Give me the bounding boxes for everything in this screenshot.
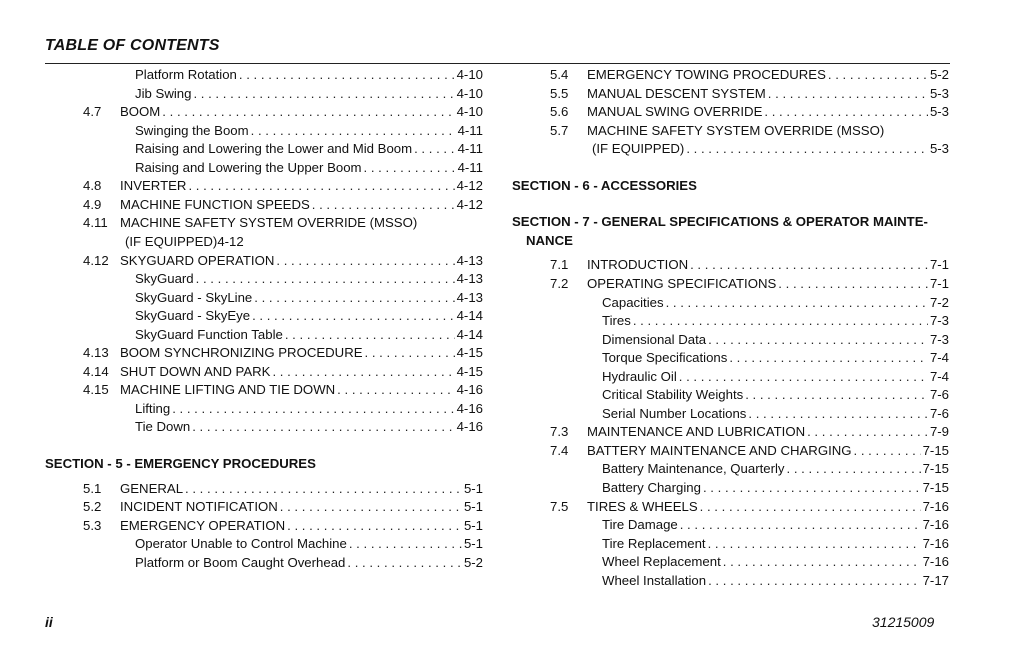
toc-entry-page: 4-12 [456, 196, 483, 212]
toc-entry-number: 4.13 [83, 345, 109, 361]
toc-entry-title: Swinging the Boom [135, 122, 249, 138]
toc-entry[interactable] [135, 400, 483, 418]
toc-entry-page: 7-4 [929, 350, 949, 366]
toc-leader-dots [807, 423, 928, 441]
toc-entry[interactable] [602, 368, 949, 386]
toc-leader-dots [349, 535, 462, 553]
toc-leader-dots [252, 307, 455, 325]
toc-entry[interactable] [135, 140, 483, 158]
section-heading: NANCE [526, 232, 573, 248]
toc-entry[interactable] [550, 103, 949, 121]
section-heading: SECTION - 7 - GENERAL SPECIFICATIONS & OPERATOR MAINTE- [512, 214, 928, 230]
toc-entry-number: 7.2 [550, 275, 569, 291]
toc-entry[interactable] [602, 516, 949, 534]
toc-entry[interactable] [550, 498, 949, 516]
toc-entry[interactable] [602, 294, 949, 312]
toc-entry-title: MANUAL DESCENT SYSTEM [587, 85, 766, 101]
toc-leader-dots [729, 349, 928, 367]
toc-entry-title: MACHINE LIFTING AND TIE DOWN [120, 382, 336, 398]
toc-entry-page: 4-16 [456, 400, 483, 416]
toc-entry-page: 4-13 [456, 252, 483, 268]
toc-entry[interactable] [550, 122, 949, 140]
toc-entry-page: 5-1 [463, 517, 483, 533]
toc-entry-number: 7.3 [550, 424, 569, 440]
toc-entry-title: Jib Swing [135, 85, 192, 101]
toc-entry-title: Tires [602, 313, 631, 329]
toc-entry[interactable] [550, 85, 949, 103]
footer-page-number: ii [45, 614, 53, 630]
toc-entry-title: Platform or Boom Caught Overhead [135, 554, 346, 570]
toc-entry-title: Hydraulic Oil [602, 368, 677, 384]
toc-entry-page: 7-16 [922, 554, 949, 570]
toc-entry[interactable] [83, 363, 483, 381]
toc-entry-title: Tire Damage [602, 517, 678, 533]
toc-leader-dots [700, 498, 921, 516]
toc-entry[interactable] [83, 498, 483, 516]
toc-entry[interactable] [135, 270, 483, 288]
toc-entry-title: INTRODUCTION [587, 257, 689, 273]
toc-leader-dots [745, 386, 928, 404]
toc-entry-page: 4-11 [457, 159, 483, 175]
toc-entry[interactable] [602, 460, 949, 478]
toc-entry-title: Lifting [135, 400, 171, 416]
toc-entry[interactable] [135, 159, 483, 177]
toc-entry-title: Battery Maintenance, Quarterly [602, 461, 785, 477]
toc-entry-page: 7-16 [922, 498, 949, 514]
toc-entry[interactable] [602, 331, 949, 349]
toc-entry-title: GENERAL [120, 480, 184, 496]
toc-leader-dots [347, 554, 462, 572]
toc-entry-title: Critical Stability Weights [602, 387, 744, 403]
toc-entry[interactable] [135, 122, 483, 140]
toc-entry-title: Raising and Lowering the Upper Boom [135, 159, 362, 175]
toc-entry-page: 5-2 [929, 67, 949, 82]
toc-entry[interactable] [83, 103, 483, 121]
toc-leader-dots [287, 517, 462, 535]
toc-leader-dots [764, 103, 928, 121]
toc-leader-dots [854, 442, 921, 460]
toc-entry-title: Wheel Installation [602, 572, 707, 588]
toc-entry-title: SHUT DOWN AND PARK [120, 363, 271, 379]
toc-entry[interactable] [83, 177, 483, 195]
toc-entry-page: 5-3 [929, 104, 949, 120]
toc-leader-dots [414, 140, 455, 158]
toc-entry-number: 4.11 [83, 215, 108, 231]
toc-entry-title: BOOM [120, 104, 161, 120]
toc-entry-number: 7.4 [550, 442, 569, 458]
toc-leader-dots [748, 405, 928, 423]
toc-leader-dots [188, 177, 454, 195]
toc-entry-title: INVERTER [120, 178, 187, 194]
toc-leader-dots [192, 418, 454, 436]
toc-entry[interactable] [602, 312, 949, 330]
toc-entry-number: 5.4 [550, 67, 569, 82]
toc-leader-dots [679, 368, 928, 386]
toc-entry-number: 5.3 [83, 517, 102, 533]
toc-entry-page: 7-15 [922, 442, 949, 458]
header-divider [45, 63, 950, 64]
toc-entry-page: 4-16 [456, 419, 483, 435]
toc-entry[interactable] [602, 405, 949, 423]
toc-leader-dots [276, 252, 454, 270]
toc-leader-dots [703, 479, 921, 497]
toc-entry-title: Raising and Lowering the Lower and Mid Boom [135, 141, 413, 157]
toc-entry-number: 4.12 [83, 252, 109, 268]
toc-leader-dots [285, 326, 455, 344]
toc-entry[interactable] [135, 535, 483, 553]
toc-entry-number: 5.2 [83, 499, 102, 515]
toc-entry-page: 7-4 [929, 368, 949, 384]
toc-entry-title: Torque Specifications [602, 350, 728, 366]
toc-entry-title: MANUAL SWING OVERRIDE [587, 104, 763, 120]
toc-leader-dots [686, 140, 928, 158]
toc-leader-dots [708, 331, 928, 349]
toc-entry-page: 7-16 [922, 535, 949, 551]
toc-leader-dots [365, 344, 455, 362]
toc-entry[interactable] [550, 66, 949, 84]
toc-entry-title: MAINTENANCE AND LUBRICATION [587, 424, 806, 440]
toc-entry-number: 7.5 [550, 498, 569, 514]
toc-leader-dots [280, 498, 462, 516]
toc-entry-title: Tire Replacement [602, 535, 706, 551]
toc-leader-dots [239, 66, 455, 84]
toc-entry[interactable] [83, 344, 483, 362]
toc-entry-page: 4-10 [456, 67, 483, 82]
toc-entry-page: 4-15 [456, 345, 483, 361]
toc-entry-title: Capacities [602, 294, 664, 310]
toc-leader-dots [708, 535, 921, 553]
toc-entry-page: 4-11 [457, 122, 483, 138]
toc-leader-dots [778, 275, 928, 293]
toc-entry-page: 4-10 [456, 85, 483, 101]
toc-entry-title: Serial Number Locations [602, 405, 747, 421]
toc-entry-title: MACHINE SAFETY SYSTEM OVERRIDE (MSSO) [120, 215, 418, 231]
toc-entry-page: 5-1 [463, 536, 483, 552]
toc-leader-dots [633, 312, 928, 330]
toc-entry[interactable] [550, 256, 949, 274]
toc-entry[interactable] [135, 66, 483, 84]
toc-entry[interactable] [135, 289, 483, 307]
toc-entry-title: INCIDENT NOTIFICATION [120, 499, 278, 515]
toc-entry-number: 4.15 [83, 382, 109, 398]
toc-entry-page: 4-13 [456, 289, 483, 305]
toc-entry-number: 4.8 [83, 178, 102, 194]
toc-entry-title: Operator Unable to Control Machine [135, 536, 347, 552]
toc-entry-title: Dimensional Data [602, 331, 707, 347]
toc-entry-title: (IF EQUIPPED)4-12 [125, 233, 244, 249]
section-heading: SECTION - 5 - EMERGENCY PROCEDURES [45, 456, 316, 471]
toc-entry-title: MACHINE SAFETY SYSTEM OVERRIDE (MSSO) [587, 122, 885, 138]
toc-leader-dots [193, 85, 454, 103]
toc-entry-title: SkyGuard Function Table [135, 326, 283, 342]
section-heading: SECTION - 6 - ACCESSORIES [512, 177, 697, 193]
toc-entry-title: SKYGUARD OPERATION [120, 252, 275, 268]
toc-entry[interactable] [135, 85, 483, 103]
toc-entry-title: Battery Charging [602, 480, 701, 495]
toc-leader-dots [185, 480, 462, 498]
toc-entry-page: 4-14 [456, 326, 483, 342]
toc-entry-number: 5.1 [83, 480, 102, 496]
toc-leader-dots [312, 196, 455, 214]
toc-entry-title: Platform Rotation [135, 67, 237, 82]
toc-entry-number: 5.6 [550, 104, 569, 120]
toc-leader-dots [828, 66, 928, 84]
toc-entry[interactable] [135, 418, 483, 436]
toc-entry-title: TIRES & WHEELS [587, 498, 698, 514]
footer-doc-number: 31215009 [872, 614, 935, 630]
toc-entry[interactable] [83, 214, 483, 232]
toc-entry[interactable] [550, 442, 949, 460]
toc-leader-dots [251, 122, 456, 140]
toc-entry-page: 4-16 [456, 382, 483, 398]
toc-leader-dots [162, 103, 454, 121]
toc-leader-dots [768, 85, 928, 103]
toc-entry[interactable] [83, 517, 483, 535]
toc-entry-page: 4-13 [456, 271, 483, 287]
toc-entry-page: 5-3 [929, 85, 949, 101]
toc-entry-page: 5-3 [929, 141, 949, 157]
toc-entry[interactable] [592, 140, 949, 158]
toc-entry-title: Tie Down [135, 419, 191, 435]
toc-leader-dots [172, 400, 454, 418]
toc-entry-number: 4.7 [83, 104, 102, 120]
toc-leader-dots [254, 289, 454, 307]
toc-entry[interactable] [550, 275, 949, 293]
toc-entry-page: 7-16 [922, 517, 949, 533]
toc-entry-page: 4-14 [456, 308, 483, 324]
toc-entry-page: 7-1 [929, 257, 949, 273]
toc-leader-dots [666, 294, 928, 312]
toc-entry[interactable] [83, 480, 483, 498]
toc-entry[interactable] [83, 252, 483, 270]
toc-leader-dots [690, 256, 928, 274]
toc-entry-page: 5-1 [463, 499, 483, 515]
toc-entry[interactable] [602, 535, 949, 553]
toc-leader-dots [723, 553, 921, 571]
toc-entry-page: 7-2 [929, 294, 949, 310]
toc-entry[interactable] [135, 307, 483, 325]
toc-entry[interactable] [550, 423, 949, 441]
toc-entry[interactable] [83, 381, 483, 399]
toc-entry-title: EMERGENCY OPERATION [120, 517, 286, 533]
toc-entry[interactable] [83, 196, 483, 214]
toc-entry-page: 7-9 [929, 424, 949, 440]
toc-entry-title: EMERGENCY TOWING PROCEDURES [587, 67, 826, 82]
toc-entry-page: 4-11 [457, 141, 483, 157]
toc-entry[interactable] [135, 554, 483, 572]
toc-entry[interactable] [602, 553, 949, 571]
toc-entry-title: (IF EQUIPPED) [592, 141, 685, 157]
toc-entry-page: 7-6 [929, 405, 949, 421]
toc-entry-page: 5-2 [463, 554, 483, 570]
toc-entry-title: Wheel Replacement [602, 554, 721, 570]
toc-entry-page: 7-15 [922, 461, 949, 477]
toc-leader-dots [364, 159, 456, 177]
toc-entry[interactable] [602, 386, 949, 404]
toc-entry[interactable] [602, 479, 949, 497]
toc-entry-title: SkyGuard [135, 271, 194, 287]
toc-entry-page: 7-15 [922, 480, 949, 495]
toc-entry-page: 4-10 [456, 104, 483, 120]
toc-leader-dots [787, 460, 921, 478]
toc-entry-title: SkyGuard - SkyEye [135, 308, 251, 324]
toc-entry-title: OPERATING SPECIFICATIONS [587, 275, 777, 291]
page-title: TABLE OF CONTENTS [45, 37, 220, 54]
toc-entry[interactable] [135, 326, 483, 344]
toc-entry-page: 4-12 [456, 178, 483, 194]
toc-entry[interactable] [602, 349, 949, 367]
toc-entry-page: 4-15 [456, 363, 483, 379]
toc-entry-number: 4.14 [83, 363, 109, 379]
toc-entry-page: 7-6 [929, 387, 949, 403]
toc-leader-dots [708, 572, 921, 590]
toc-leader-dots [337, 381, 454, 399]
toc-entry-number: 7.1 [550, 257, 569, 273]
toc-entry-page: 7-3 [929, 331, 949, 347]
toc-entry-number: 5.7 [550, 122, 569, 138]
toc-entry-page: 7-3 [929, 313, 949, 329]
toc-entry[interactable] [602, 572, 949, 590]
toc-leader-dots [680, 516, 921, 534]
toc-entry-number: 4.9 [83, 196, 102, 212]
toc-leader-dots [196, 270, 455, 288]
toc-leader-dots [272, 363, 454, 381]
toc-entry-page: 7-1 [929, 275, 949, 291]
toc-entry[interactable] [125, 233, 483, 251]
toc-entry-title: BATTERY MAINTENANCE AND CHARGING [587, 442, 852, 458]
toc-entry-title: MACHINE FUNCTION SPEEDS [120, 196, 310, 212]
toc-entry-title: SkyGuard - SkyLine [135, 289, 253, 305]
toc-entry-title: BOOM SYNCHRONIZING PROCEDURE [120, 345, 363, 361]
toc-entry-number: 5.5 [550, 85, 569, 101]
toc-entry-page: 5-1 [463, 480, 483, 496]
toc-entry-page: 7-17 [922, 572, 949, 588]
